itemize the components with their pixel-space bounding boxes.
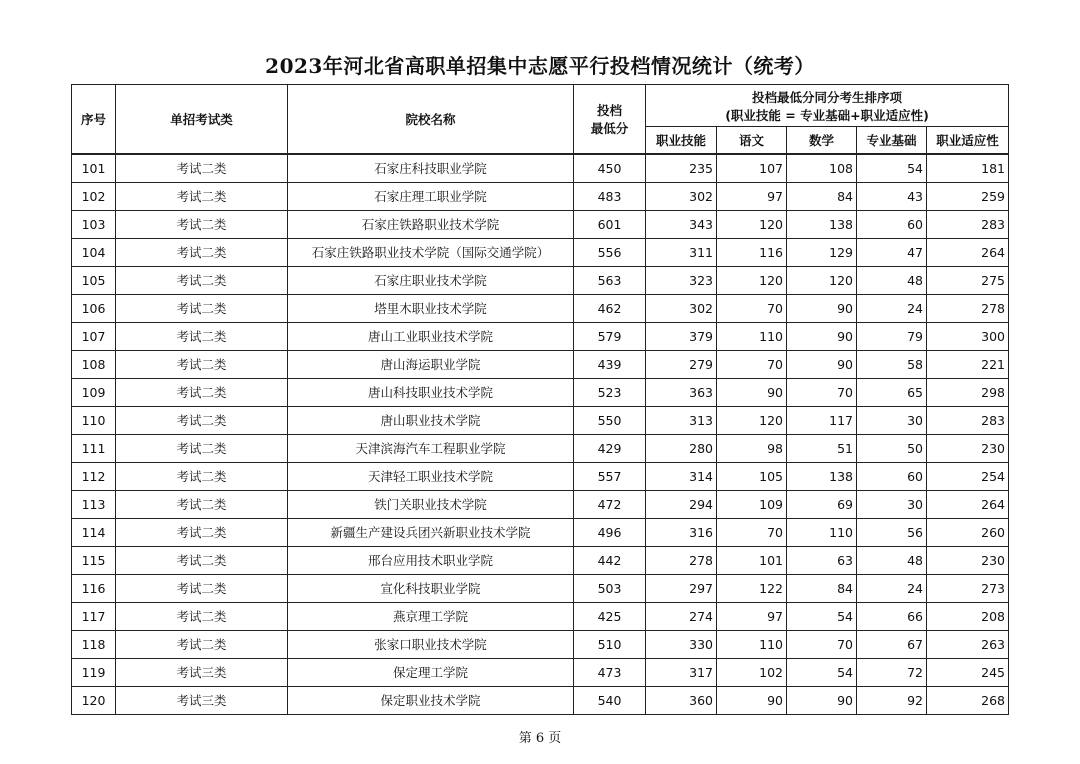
cell-min-score: 462 <box>574 294 646 322</box>
cell-min-score: 472 <box>574 490 646 518</box>
cell-math: 120 <box>787 266 857 294</box>
header-basic: 专业基础 <box>857 127 927 154</box>
cell-school: 宣化科技职业学院 <box>288 574 574 602</box>
cell-min-score: 503 <box>574 574 646 602</box>
header-tie-group <box>646 85 1009 127</box>
cell-min-score: 450 <box>574 154 646 183</box>
cell-adapt: 181 <box>927 154 1009 183</box>
cell-basic: 92 <box>857 686 927 714</box>
cell-exam-type: 考试二类 <box>116 266 288 294</box>
cell-skill: 278 <box>646 546 717 574</box>
cell-math: 117 <box>787 406 857 434</box>
cell-math: 70 <box>787 630 857 658</box>
cell-chinese: 120 <box>717 406 787 434</box>
cell-min-score: 579 <box>574 322 646 350</box>
cell-chinese: 97 <box>717 602 787 630</box>
cell-basic: 72 <box>857 658 927 686</box>
cell-seq: 120 <box>72 686 116 714</box>
cell-exam-type: 考试二类 <box>116 546 288 574</box>
cell-exam-type: 考试二类 <box>116 210 288 238</box>
cell-chinese: 120 <box>717 266 787 294</box>
cell-chinese: 110 <box>717 322 787 350</box>
cell-exam-type: 考试二类 <box>116 154 288 183</box>
cell-exam-type: 考试二类 <box>116 462 288 490</box>
cell-seq: 116 <box>72 574 116 602</box>
cell-basic: 30 <box>857 490 927 518</box>
cell-exam-type: 考试二类 <box>116 238 288 266</box>
cell-min-score: 540 <box>574 686 646 714</box>
cell-min-score: 557 <box>574 462 646 490</box>
table-row <box>72 658 1009 686</box>
cell-school: 燕京理工学院 <box>288 602 574 630</box>
cell-seq: 102 <box>72 182 116 210</box>
table-row <box>72 602 1009 630</box>
cell-skill: 343 <box>646 210 717 238</box>
cell-seq: 114 <box>72 518 116 546</box>
table-row <box>72 182 1009 210</box>
cell-chinese: 116 <box>717 238 787 266</box>
cell-basic: 24 <box>857 574 927 602</box>
cell-school: 保定职业技术学院 <box>288 686 574 714</box>
table-row <box>72 574 1009 602</box>
cell-skill: 317 <box>646 658 717 686</box>
table-row <box>72 350 1009 378</box>
cell-exam-type: 考试二类 <box>116 490 288 518</box>
cell-basic: 65 <box>857 378 927 406</box>
cell-math: 54 <box>787 658 857 686</box>
cell-adapt: 221 <box>927 350 1009 378</box>
cell-min-score: 425 <box>574 602 646 630</box>
cell-skill: 311 <box>646 238 717 266</box>
page-title: 2023年河北省高职单招集中志愿平行投档情况统计（统考） <box>265 54 815 78</box>
cell-adapt: 273 <box>927 574 1009 602</box>
cell-basic: 50 <box>857 434 927 462</box>
table-row <box>72 322 1009 350</box>
cell-school: 保定理工学院 <box>288 658 574 686</box>
header-exam-type: 单招考试类 <box>116 85 288 154</box>
cell-adapt: 298 <box>927 378 1009 406</box>
table-row <box>72 686 1009 714</box>
cell-school: 石家庄铁路职业技术学院（国际交通学院） <box>288 238 574 266</box>
cell-school: 天津滨海汽车工程职业学院 <box>288 434 574 462</box>
cell-skill: 313 <box>646 406 717 434</box>
table-row <box>72 378 1009 406</box>
cell-min-score: 563 <box>574 266 646 294</box>
cell-adapt: 283 <box>927 406 1009 434</box>
cell-basic: 48 <box>857 266 927 294</box>
cell-math: 110 <box>787 518 857 546</box>
cell-basic: 24 <box>857 294 927 322</box>
cell-school: 铁门关职业技术学院 <box>288 490 574 518</box>
cell-skill: 294 <box>646 490 717 518</box>
cell-exam-type: 考试二类 <box>116 434 288 462</box>
table-row <box>72 462 1009 490</box>
cell-math: 84 <box>787 182 857 210</box>
cell-skill: 279 <box>646 350 717 378</box>
cell-skill: 323 <box>646 266 717 294</box>
cell-chinese: 70 <box>717 294 787 322</box>
header-min-score-line2: 最低分 <box>590 120 629 136</box>
cell-min-score: 429 <box>574 434 646 462</box>
cell-chinese: 110 <box>717 630 787 658</box>
cell-school: 唐山海运职业学院 <box>288 350 574 378</box>
cell-seq: 110 <box>72 406 116 434</box>
cell-chinese: 122 <box>717 574 787 602</box>
cell-seq: 104 <box>72 238 116 266</box>
cell-school: 石家庄铁路职业技术学院 <box>288 210 574 238</box>
cell-seq: 105 <box>72 266 116 294</box>
table-row <box>72 238 1009 266</box>
cell-adapt: 208 <box>927 602 1009 630</box>
cell-basic: 54 <box>857 154 927 183</box>
cell-math: 63 <box>787 546 857 574</box>
cell-adapt: 278 <box>927 294 1009 322</box>
cell-adapt: 254 <box>927 462 1009 490</box>
header-tie-group-line1: 投档最低分同分考生排序项 <box>751 89 902 105</box>
header-tie-group-line2: (职业技能 = 专业基础+职业适应性) <box>725 107 929 123</box>
cell-basic: 60 <box>857 462 927 490</box>
cell-basic: 58 <box>857 350 927 378</box>
cell-chinese: 120 <box>717 210 787 238</box>
cell-seq: 109 <box>72 378 116 406</box>
cell-school: 石家庄理工职业学院 <box>288 182 574 210</box>
header-skill: 职业技能 <box>646 127 717 154</box>
cell-exam-type: 考试三类 <box>116 686 288 714</box>
cell-basic: 48 <box>857 546 927 574</box>
cell-basic: 56 <box>857 518 927 546</box>
cell-seq: 117 <box>72 602 116 630</box>
cell-math: 54 <box>787 602 857 630</box>
cell-school: 新疆生产建设兵团兴新职业技术学院 <box>288 518 574 546</box>
table-row <box>72 546 1009 574</box>
header-chinese: 语文 <box>717 127 787 154</box>
cell-adapt: 268 <box>927 686 1009 714</box>
header-adapt: 职业适应性 <box>927 127 1009 154</box>
header-math: 数学 <box>787 127 857 154</box>
cell-chinese: 70 <box>717 350 787 378</box>
cell-basic: 47 <box>857 238 927 266</box>
cell-chinese: 90 <box>717 686 787 714</box>
cell-min-score: 496 <box>574 518 646 546</box>
table-row <box>72 294 1009 322</box>
page-number: 第 6 页 <box>518 731 562 746</box>
cell-exam-type: 考试二类 <box>116 350 288 378</box>
cell-skill: 235 <box>646 154 717 183</box>
cell-school: 石家庄科技职业学院 <box>288 154 574 183</box>
cell-math: 108 <box>787 154 857 183</box>
cell-skill: 280 <box>646 434 717 462</box>
cell-skill: 274 <box>646 602 717 630</box>
cell-skill: 316 <box>646 518 717 546</box>
cell-min-score: 510 <box>574 630 646 658</box>
cell-math: 90 <box>787 350 857 378</box>
cell-chinese: 98 <box>717 434 787 462</box>
cell-chinese: 109 <box>717 490 787 518</box>
cell-school: 天津轻工职业技术学院 <box>288 462 574 490</box>
cell-seq: 101 <box>72 154 116 183</box>
cell-school: 唐山职业技术学院 <box>288 406 574 434</box>
cell-adapt: 260 <box>927 518 1009 546</box>
cell-adapt: 230 <box>927 546 1009 574</box>
cell-adapt: 263 <box>927 630 1009 658</box>
cell-skill: 302 <box>646 294 717 322</box>
cell-adapt: 264 <box>927 238 1009 266</box>
cell-min-score: 523 <box>574 378 646 406</box>
cell-math: 90 <box>787 294 857 322</box>
header-seq: 序号 <box>72 85 116 154</box>
cell-min-score: 442 <box>574 546 646 574</box>
cell-min-score: 473 <box>574 658 646 686</box>
table-row <box>72 490 1009 518</box>
cell-exam-type: 考试二类 <box>116 294 288 322</box>
cell-math: 138 <box>787 210 857 238</box>
cell-seq: 112 <box>72 462 116 490</box>
cell-basic: 30 <box>857 406 927 434</box>
cell-math: 70 <box>787 378 857 406</box>
table-row <box>72 434 1009 462</box>
cell-school: 塔里木职业技术学院 <box>288 294 574 322</box>
cell-school: 邢台应用技术职业学院 <box>288 546 574 574</box>
cell-math: 90 <box>787 686 857 714</box>
cell-skill: 297 <box>646 574 717 602</box>
cell-seq: 108 <box>72 350 116 378</box>
cell-chinese: 101 <box>717 546 787 574</box>
cell-basic: 43 <box>857 182 927 210</box>
cell-school: 张家口职业技术学院 <box>288 630 574 658</box>
cell-adapt: 275 <box>927 266 1009 294</box>
cell-exam-type: 考试二类 <box>116 378 288 406</box>
cell-chinese: 70 <box>717 518 787 546</box>
cell-seq: 103 <box>72 210 116 238</box>
cell-skill: 330 <box>646 630 717 658</box>
cell-exam-type: 考试三类 <box>116 658 288 686</box>
cell-chinese: 105 <box>717 462 787 490</box>
cell-min-score: 556 <box>574 238 646 266</box>
table-row <box>72 154 1009 183</box>
cell-exam-type: 考试二类 <box>116 574 288 602</box>
cell-exam-type: 考试二类 <box>116 406 288 434</box>
cell-basic: 79 <box>857 322 927 350</box>
cell-exam-type: 考试二类 <box>116 182 288 210</box>
cell-chinese: 107 <box>717 154 787 183</box>
cell-chinese: 90 <box>717 378 787 406</box>
table-body <box>72 154 1009 715</box>
cell-min-score: 483 <box>574 182 646 210</box>
cell-math: 129 <box>787 238 857 266</box>
cell-exam-type: 考试二类 <box>116 630 288 658</box>
table-row <box>72 266 1009 294</box>
cell-basic: 66 <box>857 602 927 630</box>
cell-adapt: 245 <box>927 658 1009 686</box>
cell-adapt: 230 <box>927 434 1009 462</box>
cell-basic: 67 <box>857 630 927 658</box>
header-min-score-line1: 投档 <box>596 102 622 118</box>
cell-min-score: 550 <box>574 406 646 434</box>
cell-adapt: 283 <box>927 210 1009 238</box>
cell-chinese: 102 <box>717 658 787 686</box>
header-school: 院校名称 <box>288 85 574 154</box>
cell-seq: 107 <box>72 322 116 350</box>
cell-chinese: 97 <box>717 182 787 210</box>
cell-math: 138 <box>787 462 857 490</box>
cell-skill: 379 <box>646 322 717 350</box>
cell-exam-type: 考试二类 <box>116 602 288 630</box>
table-row <box>72 406 1009 434</box>
cell-skill: 360 <box>646 686 717 714</box>
cell-seq: 106 <box>72 294 116 322</box>
cell-school: 唐山工业职业技术学院 <box>288 322 574 350</box>
admission-table <box>71 84 1009 715</box>
cell-skill: 314 <box>646 462 717 490</box>
cell-school: 石家庄职业技术学院 <box>288 266 574 294</box>
cell-seq: 111 <box>72 434 116 462</box>
cell-math: 51 <box>787 434 857 462</box>
cell-seq: 119 <box>72 658 116 686</box>
cell-seq: 115 <box>72 546 116 574</box>
cell-exam-type: 考试二类 <box>116 518 288 546</box>
cell-min-score: 439 <box>574 350 646 378</box>
cell-skill: 302 <box>646 182 717 210</box>
cell-adapt: 259 <box>927 182 1009 210</box>
cell-seq: 118 <box>72 630 116 658</box>
table-row <box>72 210 1009 238</box>
cell-basic: 60 <box>857 210 927 238</box>
cell-exam-type: 考试二类 <box>116 322 288 350</box>
cell-math: 69 <box>787 490 857 518</box>
cell-adapt: 264 <box>927 490 1009 518</box>
table-row <box>72 630 1009 658</box>
cell-math: 90 <box>787 322 857 350</box>
cell-min-score: 601 <box>574 210 646 238</box>
cell-seq: 113 <box>72 490 116 518</box>
cell-school: 唐山科技职业技术学院 <box>288 378 574 406</box>
cell-math: 84 <box>787 574 857 602</box>
table-row <box>72 518 1009 546</box>
header-min-score <box>574 85 646 154</box>
cell-skill: 363 <box>646 378 717 406</box>
cell-adapt: 300 <box>927 322 1009 350</box>
